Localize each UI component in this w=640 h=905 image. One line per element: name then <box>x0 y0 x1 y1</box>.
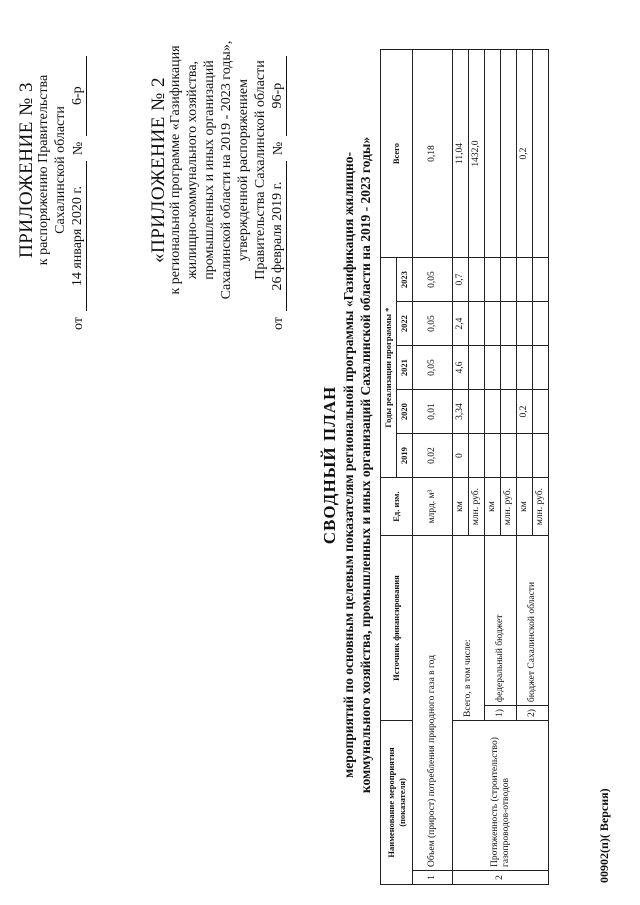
row-total: 0,2 <box>517 50 533 258</box>
row-value <box>533 302 549 346</box>
row-value <box>517 258 533 302</box>
row-value <box>533 434 549 478</box>
row-value <box>485 390 501 434</box>
appendix-3-line2: Сахалинской области <box>53 106 68 234</box>
appendix-3-date-line <box>69 10 87 330</box>
row-unit: млн. руб. <box>501 478 517 536</box>
row-total: 11,04 <box>453 50 469 258</box>
table-row <box>413 50 453 885</box>
row-value: 0,05 <box>413 302 453 346</box>
row-unit: км <box>517 478 533 536</box>
row-source: федеральный бюджет <box>485 536 517 706</box>
appendix-2-line: промышленных и иных организаций <box>202 60 217 280</box>
row-value: 0 <box>453 434 469 478</box>
row-value: 0,01 <box>413 390 453 434</box>
row-value <box>469 258 485 302</box>
row-number: 2 <box>453 871 549 885</box>
table-header-row <box>381 50 397 885</box>
row-value <box>533 258 549 302</box>
appendix-3-date: 14 января 2020 г. <box>69 161 87 311</box>
row-unit: млрд. м³ <box>413 478 453 536</box>
header-year: 2021 <box>397 346 413 390</box>
row-value: 4,6 <box>453 346 469 390</box>
header-total: Всего <box>381 50 413 258</box>
header-year: 2019 <box>397 434 413 478</box>
row-value <box>501 390 517 434</box>
header-years-group: Годы реализации программы * <box>381 258 397 478</box>
row-value: 0,05 <box>413 258 453 302</box>
appendix-2-line: утвержденной распоряжением <box>236 79 251 261</box>
row-value <box>501 258 517 302</box>
row-total <box>501 50 517 258</box>
appendix-2-line: жилищно-коммунального хозяйства, <box>185 60 200 280</box>
row-value: 3,34 <box>453 390 469 434</box>
row-value <box>501 302 517 346</box>
row-value <box>469 390 485 434</box>
row-total: 0,18 <box>413 50 453 258</box>
row-value: 0,02 <box>413 434 453 478</box>
appendix-2-from-label: от <box>271 317 286 330</box>
row-name: Протяженность (строительство) газопроводов-отводов <box>453 721 549 871</box>
row-value <box>469 434 485 478</box>
plan-subtitle-line2: коммунального хозяйства, промышленных и иных организаций Сахалинской области на 2019 - 2023 годы» <box>358 136 373 794</box>
row-source: бюджет Сахалинской области <box>517 536 549 706</box>
appendix-3-num-label: № <box>71 141 86 156</box>
plan-title: СВОДНЫЙ ПЛАН <box>320 385 339 545</box>
row-value <box>485 434 501 478</box>
header-unit: Ед. изм. <box>381 478 413 536</box>
row-total <box>485 50 501 258</box>
appendix-2-date: 26 февраля 2019 г. <box>269 161 287 311</box>
row-number: 1 <box>413 871 453 885</box>
row-value <box>485 302 501 346</box>
row-sub-number: 2) <box>517 706 549 721</box>
row-total: 1432,0 <box>469 50 485 258</box>
header-year: 2020 <box>397 390 413 434</box>
row-value <box>501 346 517 390</box>
row-sub-number: 1) <box>485 706 517 721</box>
row-value <box>485 346 501 390</box>
row-value <box>533 390 549 434</box>
row-value: 2,4 <box>453 302 469 346</box>
appendix-2-number: 96-р <box>269 56 287 136</box>
appendix-2-date-line <box>269 10 287 330</box>
row-unit: млн. руб. <box>533 478 549 536</box>
row-value <box>533 346 549 390</box>
appendix-2-line: Сахалинской области на 2019 - 2023 годы», <box>219 40 234 300</box>
appendix-3-header <box>18 10 87 330</box>
row-value <box>517 346 533 390</box>
header-year: 2023 <box>397 258 413 302</box>
appendix-2-title: «ПРИЛОЖЕНИЕ № 2 <box>148 77 169 263</box>
summary-table <box>380 49 549 885</box>
row-value <box>469 302 485 346</box>
appendix-3-number: 6-р <box>69 56 87 136</box>
appendix-2-header <box>150 10 287 330</box>
plan-title-block <box>320 45 374 885</box>
row-value: 0,2 <box>517 390 533 434</box>
plan-subtitle-line1: мероприятий по основным целевым показателям региональной программы «Газификация жилищно- <box>341 152 356 778</box>
row-source: Всего, в том числе: <box>453 536 485 721</box>
header-source: Источник финансирования <box>381 536 413 721</box>
row-value <box>517 434 533 478</box>
row-unit: млн. руб. <box>469 478 485 536</box>
row-unit: км <box>485 478 501 536</box>
appendix-2-line: Правительства Сахалинской области <box>253 60 268 280</box>
appendix-2-num-label: № <box>271 141 286 156</box>
row-value: 0,7 <box>453 258 469 302</box>
row-total <box>533 50 549 258</box>
table-row <box>453 50 469 885</box>
appendix-3-line1: к распоряжению Правительства <box>36 74 51 266</box>
row-value <box>517 302 533 346</box>
appendix-3-title: ПРИЛОЖЕНИЕ № 3 <box>16 82 37 258</box>
appendix-3-from-label: от <box>71 317 86 330</box>
header-name: Наименование мероприятия (показателя) <box>381 721 413 885</box>
row-name: Объем (прирост) потребления природного газа в год <box>413 536 453 871</box>
row-value <box>485 258 501 302</box>
row-value <box>469 346 485 390</box>
document-footer: 00902(п)( Версия) <box>597 788 611 883</box>
row-value: 0,05 <box>413 346 453 390</box>
row-unit: км <box>453 478 469 536</box>
appendix-2-line: к региональной программе «Газификация <box>168 45 183 295</box>
header-year: 2022 <box>397 302 413 346</box>
row-value <box>501 434 517 478</box>
